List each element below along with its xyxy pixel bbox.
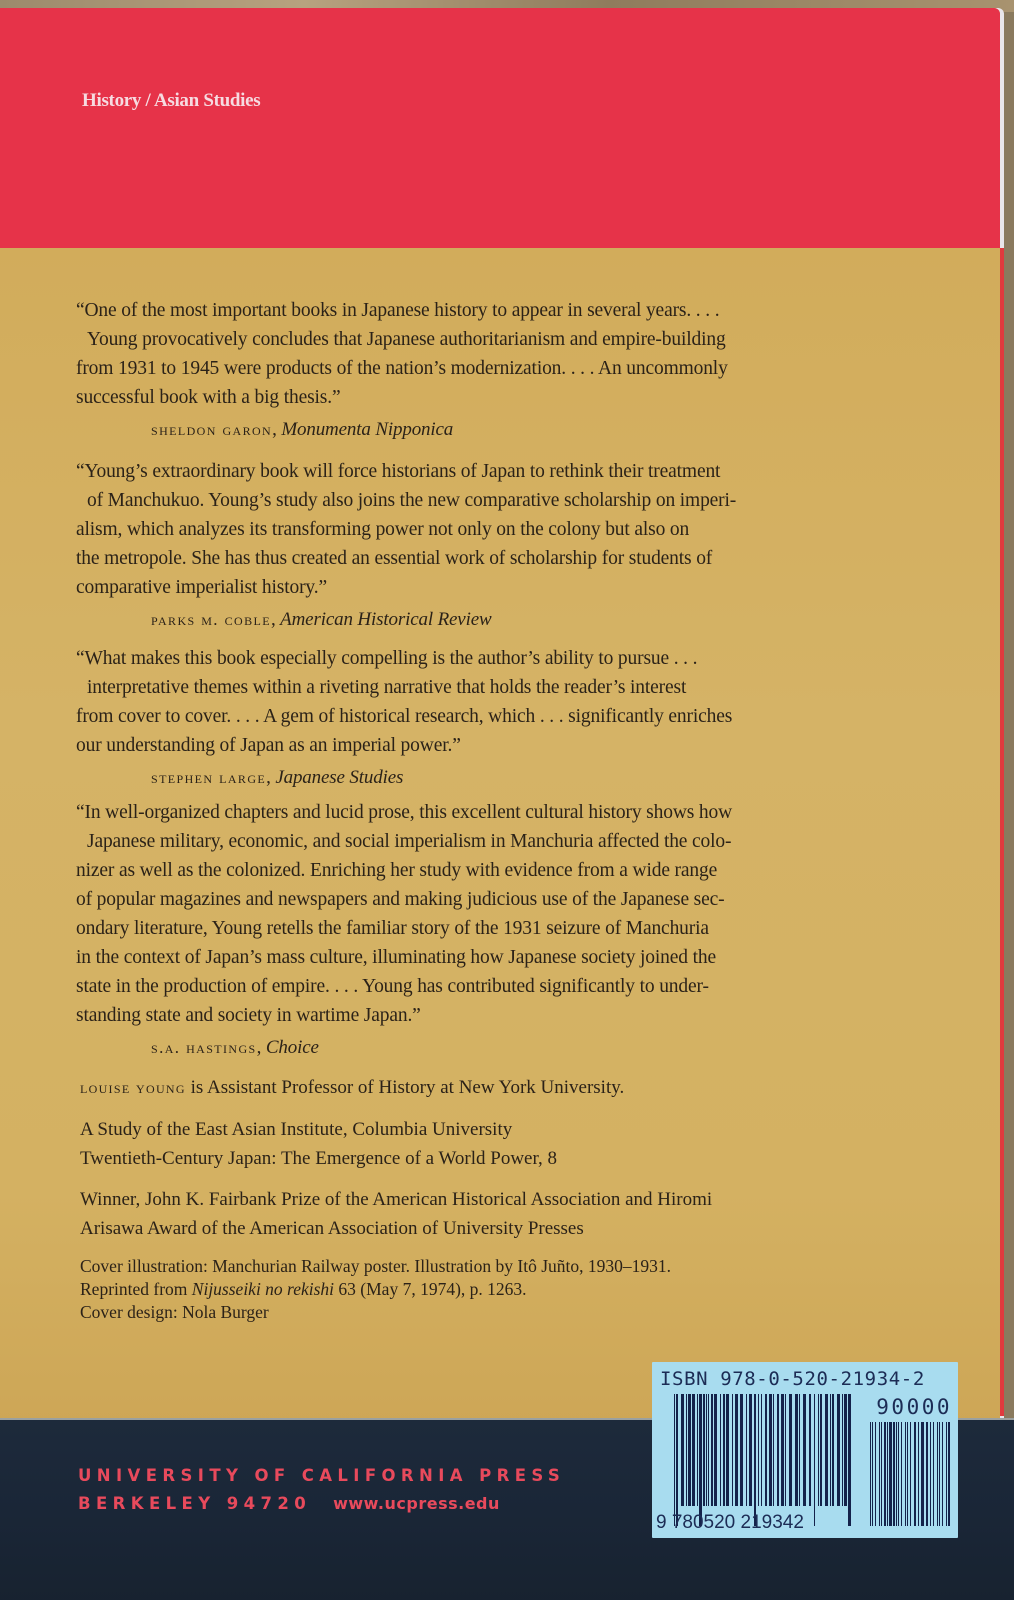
barcode-bar bbox=[901, 1422, 902, 1526]
review-line: from cover to cover. . . . A gem of historical research, which . . . significantly enriches bbox=[76, 706, 733, 727]
barcode-bar bbox=[937, 1422, 938, 1526]
review-line: ondary literature, Young retells the familiar story of the 1931 seizure of Manchuria bbox=[76, 918, 709, 939]
barcode-bar bbox=[948, 1422, 950, 1526]
reviewer-name: sheldon garon bbox=[151, 420, 273, 439]
review-quote bbox=[76, 296, 876, 444]
barcode-bar bbox=[674, 1394, 675, 1526]
barcode-bar bbox=[825, 1394, 828, 1506]
barcode-bar bbox=[692, 1394, 695, 1506]
top-red-band bbox=[0, 8, 1000, 248]
barcode-bar bbox=[926, 1422, 928, 1526]
review-attribution: sheldon garon, Monumenta Nipponica bbox=[151, 419, 454, 440]
barcode-bar bbox=[720, 1394, 721, 1506]
review-line: of popular magazines and newspapers and making judicious use of the Japanese sec- bbox=[76, 889, 725, 910]
barcode-bar bbox=[832, 1394, 834, 1506]
review-attribution: parks m. coble, American Historical Review bbox=[151, 609, 492, 630]
award-line: Arisawa Award of the American Association of University Presses bbox=[80, 1218, 584, 1239]
barcode-bar bbox=[699, 1394, 702, 1526]
ean-digits: 9 780520 219342 bbox=[656, 1512, 804, 1533]
review-line: “Young’s extraordinary book will force historians of Japan to rethink their treatment bbox=[76, 461, 721, 482]
barcode-bar bbox=[896, 1422, 897, 1526]
author-name: louise young bbox=[80, 1078, 186, 1097]
barcode-bar bbox=[889, 1422, 892, 1526]
barcode-bar bbox=[893, 1422, 895, 1526]
barcode-bar bbox=[844, 1394, 847, 1506]
barcode-bar bbox=[870, 1422, 871, 1526]
barcode-bar bbox=[842, 1394, 843, 1506]
review-quote bbox=[76, 457, 876, 634]
barcode-bar bbox=[789, 1394, 792, 1506]
red-spine-edge bbox=[1000, 248, 1004, 1416]
review-attribution: s.a. hastings, Choice bbox=[151, 1037, 319, 1058]
barcode-bar bbox=[761, 1394, 762, 1506]
barcode-bar bbox=[907, 1422, 908, 1526]
barcode-bar bbox=[884, 1422, 886, 1526]
barcode-bar bbox=[887, 1422, 888, 1526]
awards-info bbox=[80, 1185, 900, 1243]
barcode-bar bbox=[914, 1422, 916, 1526]
review-line: the metropole. She has thus created an essential work of scholarship for students of bbox=[76, 548, 713, 569]
reprint-credit: Reprinted from Nijusseiki no rekishi 63 (May 7, 1974), p. 1263. bbox=[80, 1279, 527, 1299]
barcode-bar bbox=[848, 1394, 851, 1526]
barcode-bar bbox=[933, 1422, 934, 1526]
price-code: 90000 bbox=[876, 1395, 952, 1419]
barcode-bar bbox=[910, 1422, 911, 1526]
barcode-bar bbox=[803, 1394, 806, 1506]
barcode-bar bbox=[735, 1394, 738, 1506]
barcode-bar bbox=[795, 1394, 798, 1506]
review-line: standing state and society in wartime Japan.” bbox=[76, 1005, 421, 1026]
barcode-bar bbox=[785, 1394, 786, 1506]
barcode-bar bbox=[749, 1394, 752, 1506]
barcode-bar bbox=[898, 1422, 899, 1526]
review-line: from 1931 to 1945 were products of the nation’s modernization. . . . An uncommonly bbox=[76, 358, 728, 379]
barcode-bar bbox=[881, 1422, 882, 1526]
review-line: successful book with a big thesis.” bbox=[76, 387, 341, 408]
barcode-bar bbox=[830, 1394, 831, 1506]
barcode-bar bbox=[939, 1422, 940, 1526]
author-bio-text: is Assistant Professor of History at New York University. bbox=[185, 1077, 625, 1098]
illustration-credit: Cover illustration: Manchurian Railway poster. Illustration by Itô Juñto, 1930–1931. bbox=[80, 1256, 672, 1276]
barcode-bar bbox=[781, 1394, 784, 1506]
review-line: in the context of Japan’s mass culture, illuminating how Japanese society joined the bbox=[76, 947, 716, 968]
reviewer-name: stephen large bbox=[151, 768, 267, 787]
review-line: Japanese military, economic, and social imperialism in Manchuria affected the colo- bbox=[87, 831, 732, 852]
reviewer-name: s.a. hastings bbox=[151, 1038, 257, 1057]
reprint-title: Nijusseiki no rekishi bbox=[191, 1279, 335, 1299]
award-line: Winner, John K. Fairbank Prize of the American Historical Association and Hiromi bbox=[80, 1189, 713, 1210]
barcode-bar bbox=[697, 1394, 698, 1506]
ean-barcode bbox=[674, 1394, 852, 1528]
barcode-bar bbox=[820, 1394, 822, 1506]
isbn-text: ISBN 978-0-520-21934-2 bbox=[660, 1368, 925, 1390]
publisher-name: UNIVERSITY OF CALIFORNIA PRESS bbox=[78, 1466, 566, 1485]
review-line: Young provocatively concludes that Japanese authoritarianism and empire-building bbox=[87, 329, 726, 350]
review-line: comparative imperialist history.” bbox=[76, 577, 327, 598]
barcode-bar bbox=[723, 1394, 725, 1506]
review-publication: Monumenta Nipponica bbox=[281, 419, 454, 440]
review-line: nizer as well as the colonized. Enriching her study with evidence from a wide range bbox=[76, 860, 718, 881]
design-credit: Cover design: Nola Burger bbox=[80, 1302, 269, 1322]
barcode-bar bbox=[905, 1422, 906, 1526]
barcode-bar bbox=[732, 1394, 733, 1506]
category-label: History / Asian Studies bbox=[82, 90, 261, 111]
barcode-bar bbox=[921, 1422, 924, 1526]
review-line: state in the production of empire. . . . Young has contributed significantly to under- bbox=[76, 976, 709, 997]
barcode-bar bbox=[676, 1394, 678, 1526]
barcode-bar bbox=[777, 1394, 779, 1506]
author-bio bbox=[80, 1073, 900, 1102]
barcode-bar bbox=[703, 1394, 705, 1506]
review-line: of Manchukuo. Young’s study also joins the new comparative scholarship on imperi- bbox=[87, 490, 737, 511]
barcode-bar bbox=[711, 1394, 713, 1506]
barcode-bar bbox=[726, 1394, 729, 1506]
barcode-bar bbox=[708, 1394, 709, 1506]
barcode-bar bbox=[872, 1422, 873, 1526]
barcode-bar bbox=[740, 1394, 743, 1506]
barcode-bar bbox=[681, 1394, 684, 1506]
barcode-bar bbox=[809, 1394, 811, 1506]
review-publication: Choice bbox=[265, 1037, 319, 1058]
barcode-bar bbox=[765, 1394, 767, 1506]
barcode-bar bbox=[930, 1422, 931, 1526]
review-attribution: stephen large, Japanese Studies bbox=[151, 767, 404, 788]
publisher-city: BERKELEY 94720 bbox=[78, 1494, 312, 1513]
barcode-bar bbox=[688, 1394, 691, 1506]
barcode-bar bbox=[818, 1394, 819, 1506]
series-line: Twentieth-Century Japan: The Emergence of a World Power, 8 bbox=[80, 1148, 558, 1169]
series-info bbox=[80, 1115, 900, 1173]
barcode-bar bbox=[746, 1394, 747, 1506]
barcode-bar bbox=[799, 1394, 800, 1506]
review-line: “One of the most important books in Japanese history to appear in several years. . . . bbox=[76, 300, 720, 321]
publisher-url: www.ucpress.edu bbox=[333, 1494, 500, 1513]
review-publication: Japanese Studies bbox=[275, 767, 404, 788]
barcode-bar bbox=[769, 1394, 772, 1506]
barcode-bar bbox=[754, 1394, 756, 1526]
review-line: interpretative themes within a riveting narrative that holds the reader’s interest bbox=[87, 677, 687, 698]
review-publication: American Historical Review bbox=[280, 609, 492, 630]
barcode-bar bbox=[706, 1394, 707, 1506]
review-line: “In well-organized chapters and lucid prose, this excellent cultural history shows how bbox=[76, 802, 733, 823]
cover-credits bbox=[80, 1255, 900, 1324]
barcode-bar bbox=[942, 1422, 943, 1526]
barcode-bar bbox=[686, 1394, 687, 1506]
series-line: A Study of the East Asian Institute, Columbia University bbox=[80, 1119, 513, 1140]
barcode-bar bbox=[946, 1422, 947, 1526]
barcode-bar bbox=[875, 1422, 876, 1526]
barcode-bar bbox=[879, 1422, 880, 1526]
barcode-bar bbox=[918, 1422, 919, 1526]
isbn-barcode-label bbox=[652, 1362, 958, 1538]
review-line: “What makes this book especially compelling is the author’s ability to pursue . . . bbox=[76, 648, 698, 669]
barcode-bar bbox=[758, 1394, 759, 1506]
addon-barcode bbox=[870, 1422, 952, 1526]
review-line: our understanding of Japan as an imperial power.” bbox=[76, 735, 461, 756]
review-quote bbox=[76, 798, 876, 1062]
reviewer-name: parks m. coble bbox=[151, 610, 271, 629]
review-quote bbox=[76, 644, 876, 792]
barcode-bar bbox=[773, 1394, 774, 1506]
review-line: alism, which analyzes its transforming power not only on the colony but also on bbox=[76, 519, 690, 540]
barcode-bar bbox=[814, 1394, 815, 1526]
barcode-bar bbox=[837, 1394, 840, 1506]
barcode-bar bbox=[714, 1394, 717, 1506]
publisher-imprint bbox=[78, 1462, 565, 1518]
